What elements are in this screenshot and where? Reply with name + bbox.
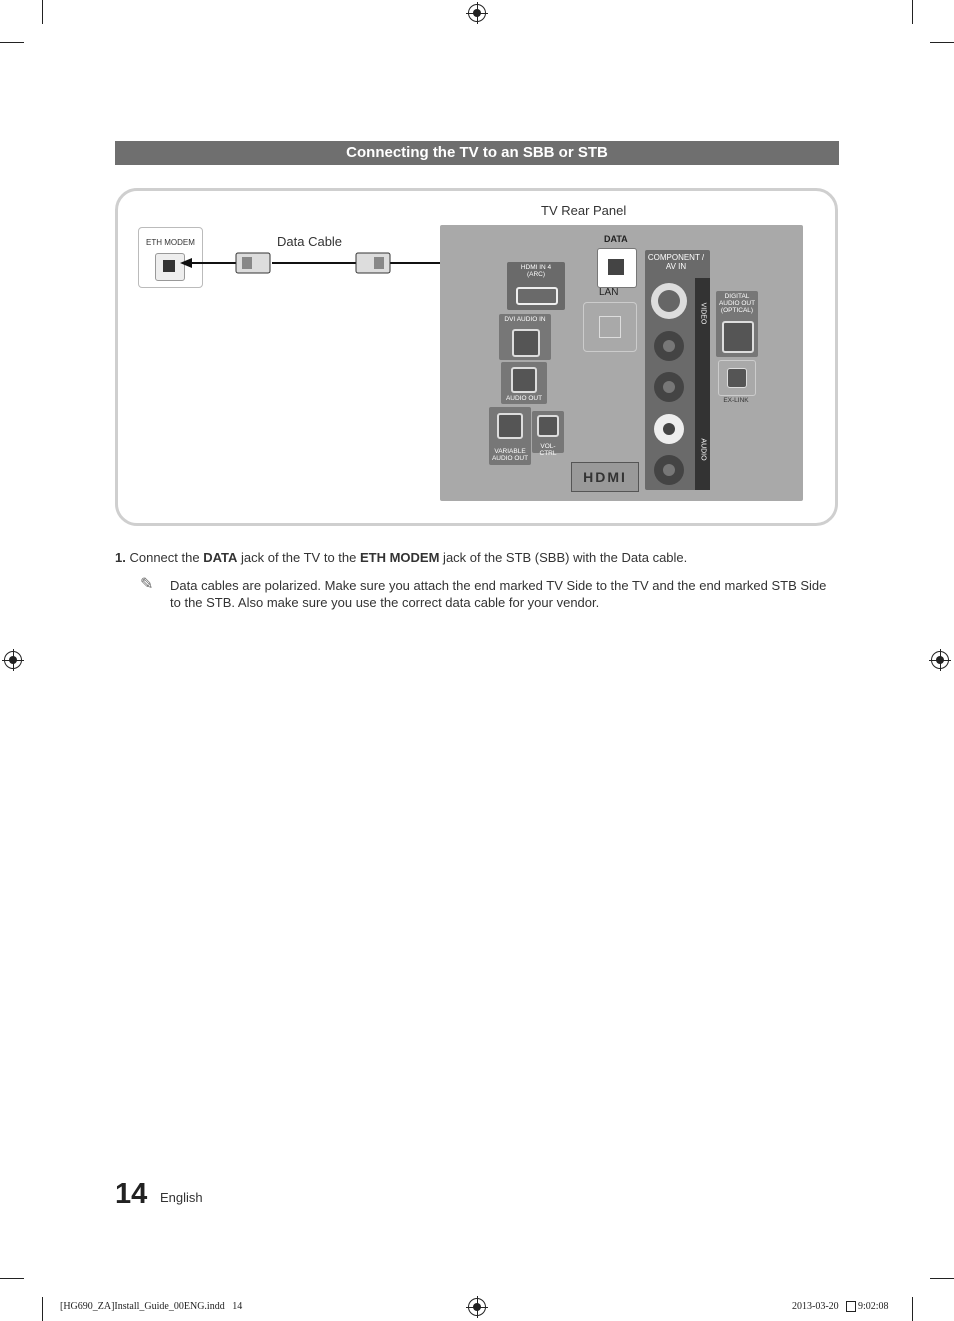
hdmi-logo: HDMI [571, 462, 639, 492]
crop-mark [0, 1278, 24, 1279]
audio-r-jack-icon [654, 455, 684, 485]
video-jack-icon [651, 283, 687, 319]
variable-audio-out-port [489, 407, 531, 465]
dvi-audio-in-label: DVI AUDIO IN [504, 316, 546, 323]
component-label: COMPONENT / AV IN [647, 253, 705, 271]
crop-mark [912, 1297, 913, 1321]
ex-link-port [718, 360, 756, 396]
step-text-part: jack of the TV to the [237, 550, 360, 565]
video-label: VIDEO [699, 302, 707, 325]
footer-file-name: [HG690_ZA]Install_Guide_00ENG.indd 14 [60, 1301, 243, 1312]
audio-label: AUDIO [699, 438, 707, 461]
digital-audio-out-label: DIGITAL AUDIO OUT (OPTICAL) [718, 293, 756, 314]
ex-link-label: EX-LINK [723, 397, 749, 404]
pencil-note-icon: ✎ [140, 576, 154, 593]
audio-l-jack-icon [654, 414, 684, 444]
crop-mark [930, 42, 954, 43]
step-text-part: Connect the [129, 550, 204, 565]
step-text-emphasis: ETH MODEM [359, 550, 440, 565]
audio-out-port [501, 362, 547, 404]
lan-label: LAN [599, 287, 619, 298]
section-title: Connecting the TV to an SBB or STB [115, 141, 839, 165]
crop-mark [42, 0, 43, 24]
data-jack-icon [597, 248, 637, 288]
instruction-step [115, 550, 687, 565]
variable-audio-out-label: VARIABLE AUDIO OUT [491, 448, 529, 462]
eth-modem-label: ETH MODEM [146, 238, 195, 247]
page-number: 14 [115, 1178, 148, 1210]
crop-mark [912, 0, 913, 24]
dvi-audio-in-port [499, 314, 551, 360]
pr-jack-icon [654, 372, 684, 402]
step-text-emphasis: DATA [203, 550, 238, 565]
pb-jack-icon [654, 331, 684, 361]
component-av-in-block [645, 250, 710, 490]
footer-box-icon [846, 1301, 856, 1312]
step-number: 1. [115, 550, 126, 565]
vol-ctrl-port [532, 411, 564, 457]
registration-mark-icon [931, 651, 949, 669]
step-text-part: jack of the STB (SBB) with the Data cable. [439, 550, 688, 565]
lan-port-icon [583, 302, 637, 352]
digital-audio-out-port [716, 291, 758, 357]
crop-mark [930, 1278, 954, 1279]
tv-rear-panel-label: TV Rear Panel [541, 203, 627, 218]
hdmi-in-label: HDMI IN 4 [520, 264, 552, 271]
registration-mark-icon [468, 4, 486, 22]
hdmi-in-port [507, 262, 565, 310]
page-language: English [160, 1190, 203, 1205]
arc-label: (ARC) [526, 271, 546, 278]
registration-mark-icon [4, 651, 22, 669]
data-cable-label: Data Cable [277, 234, 343, 249]
footer-date: 2013-03-20 [792, 1301, 839, 1312]
footer-time: 9:02:08 [858, 1301, 889, 1312]
registration-mark-icon [468, 1298, 486, 1316]
vol-ctrl-label: VOL-CTRL [539, 443, 557, 457]
data-jack-label: DATA [604, 234, 628, 244]
audio-out-label: AUDIO OUT [505, 395, 543, 402]
note-text: Data cables are polarized. Make sure you attach the end marked TV Side to the TV and the end marked STB Side to the STB. Also make sure you use the correct data cable for your vendor. [170, 578, 827, 610]
crop-mark [42, 1297, 43, 1321]
crop-mark [0, 42, 24, 43]
